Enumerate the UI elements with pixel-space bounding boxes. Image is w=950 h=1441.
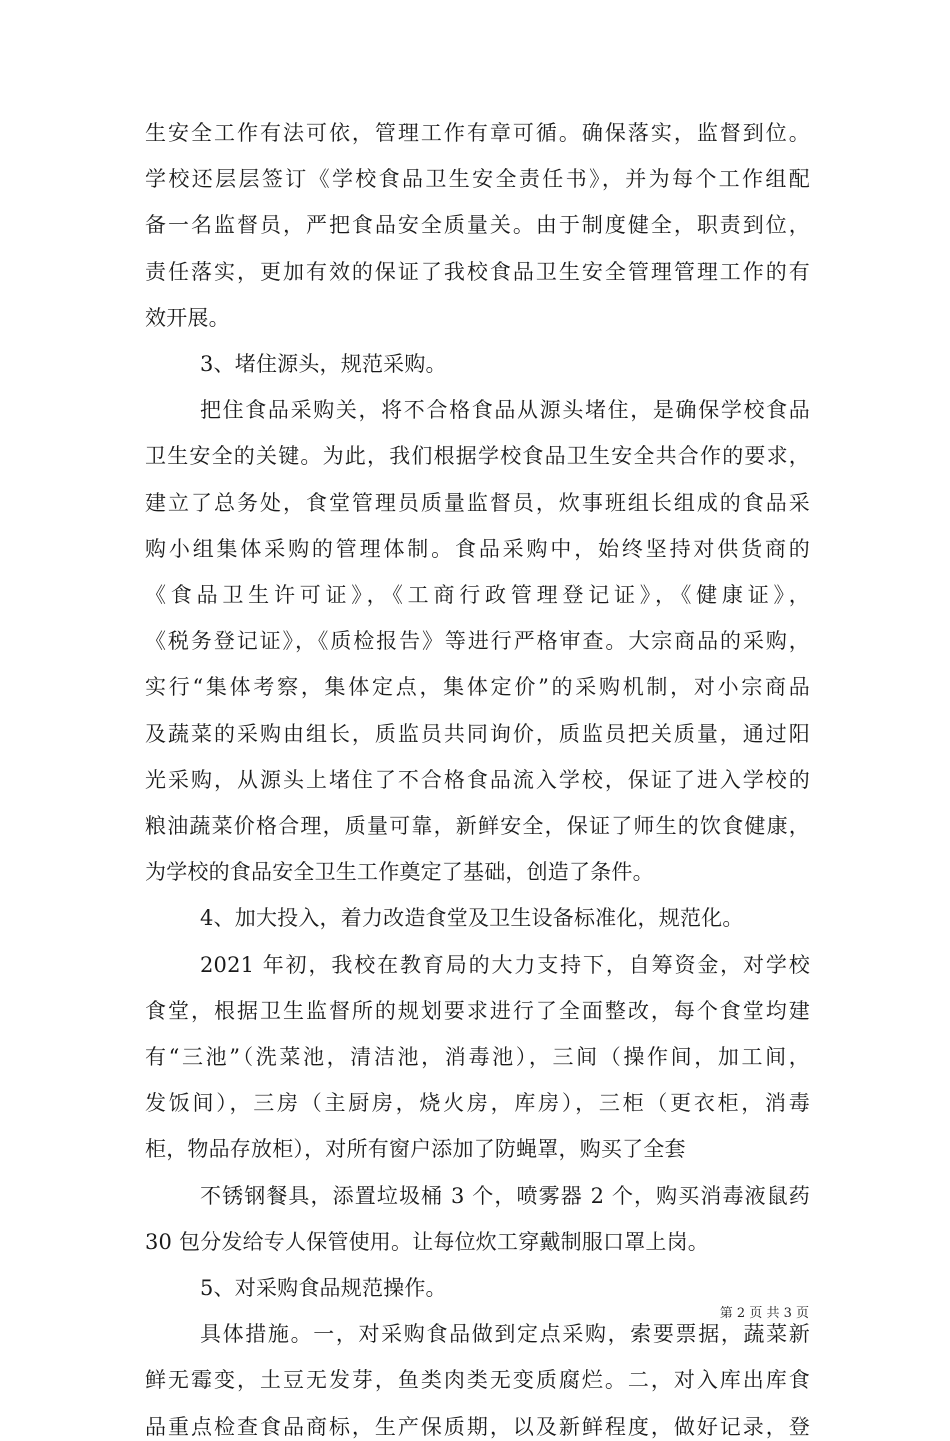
body-line: 不锈钢餐具，添置垃圾桶 3 个，喷雾器 2 个，购买消毒液鼠药	[200, 1183, 810, 1208]
body-line: 建立了总务处，食堂管理员质量监督员，炊事班组长组成的食品采	[145, 490, 810, 515]
body-line: 品重点检查食品商标，生产保质期，以及新鲜程度，做好记录，登	[145, 1414, 810, 1439]
body-line: 责任落实，更加有效的保证了我校食品卫生安全管理管理工作的有	[145, 259, 810, 284]
body-line: 粮油蔬菜价格合理，质量可靠，新鲜安全，保证了师生的饮食健康，	[145, 814, 810, 838]
body-line: 鲜无霉变，土豆无发芽，鱼类肉类无变质腐烂。二，对入库出库食	[145, 1368, 810, 1393]
body-line: 30 包分发给专人保管使用。让每位炊工穿戴制服口罩上岗。	[145, 1229, 709, 1254]
section-heading: 5、对采购食品规范操作。	[200, 1276, 447, 1300]
body-line: 具体措施。一，对采购食品做到定点采购，索要票据，蔬菜新	[200, 1322, 810, 1347]
body-line: 实行“集体考察，集体定点，集体定价”的采购机制，对小宗商品	[145, 675, 810, 700]
body-line: 备一名监督员，严把食品安全质量关。由于制度健全，职责到位，	[145, 213, 810, 238]
body-line: 把住食品采购关，将不合格食品从源头堵住，是确保学校食品	[200, 398, 810, 423]
body-line: 2021 年初，我校在教育局的大力支持下，自筹资金，对学校	[200, 952, 810, 977]
section-heading: 4、加大投入，着力改造食堂及卫生设备标准化，规范化。	[200, 906, 744, 931]
body-line: 学校还层层签订《学校食品卫生安全责任书》，并为每个工作组配	[145, 167, 810, 192]
body-line: 《税务登记证》，《质检报告》等进行严格审查。大宗商品的采购，	[145, 629, 810, 654]
section-heading: 3、堵住源头，规范采购。	[200, 352, 447, 376]
body-line: 光采购，从源头上堵住了不合格食品流入学校，保证了进入学校的	[145, 767, 810, 792]
body-line: 为学校的食品安全卫生工作奠定了基础，创造了条件。	[145, 860, 654, 885]
body-line: 卫生安全的关键。为此，我们根据学校食品卫生安全共合作的要求，	[145, 444, 810, 469]
body-line: 效开展。	[145, 305, 230, 330]
body-line: 购小组集体采购的管理体制。食品采购中，始终坚持对供货商的	[145, 536, 810, 561]
body-line: 有“三池”（洗菜池，清洁池，消毒池），三间（操作间，加工间，	[145, 1045, 810, 1069]
body-line: 柜，物品存放柜），对所有窗户添加了防蝇罩，购买了全套	[145, 1137, 686, 1162]
body-line: 发饭间），三房（主厨房，烧火房，库房），三柜（更衣柜，消毒	[145, 1091, 810, 1116]
page-number: 第 2 页 共 3 页	[719, 1306, 809, 1321]
body-line: 及蔬菜的采购由组长，质监员共同询价，质监员把关质量，通过阳	[145, 721, 810, 746]
body-line: 生安全工作有法可依，管理工作有章可循。确保落实，监督到位。	[145, 121, 810, 145]
body-line: 《食品卫生许可证》，《工商行政管理登记证》，《健康证》，	[145, 583, 810, 607]
body-line: 食堂，根据卫生监督所的规划要求进行了全面整改，每个食堂均建	[145, 998, 810, 1023]
